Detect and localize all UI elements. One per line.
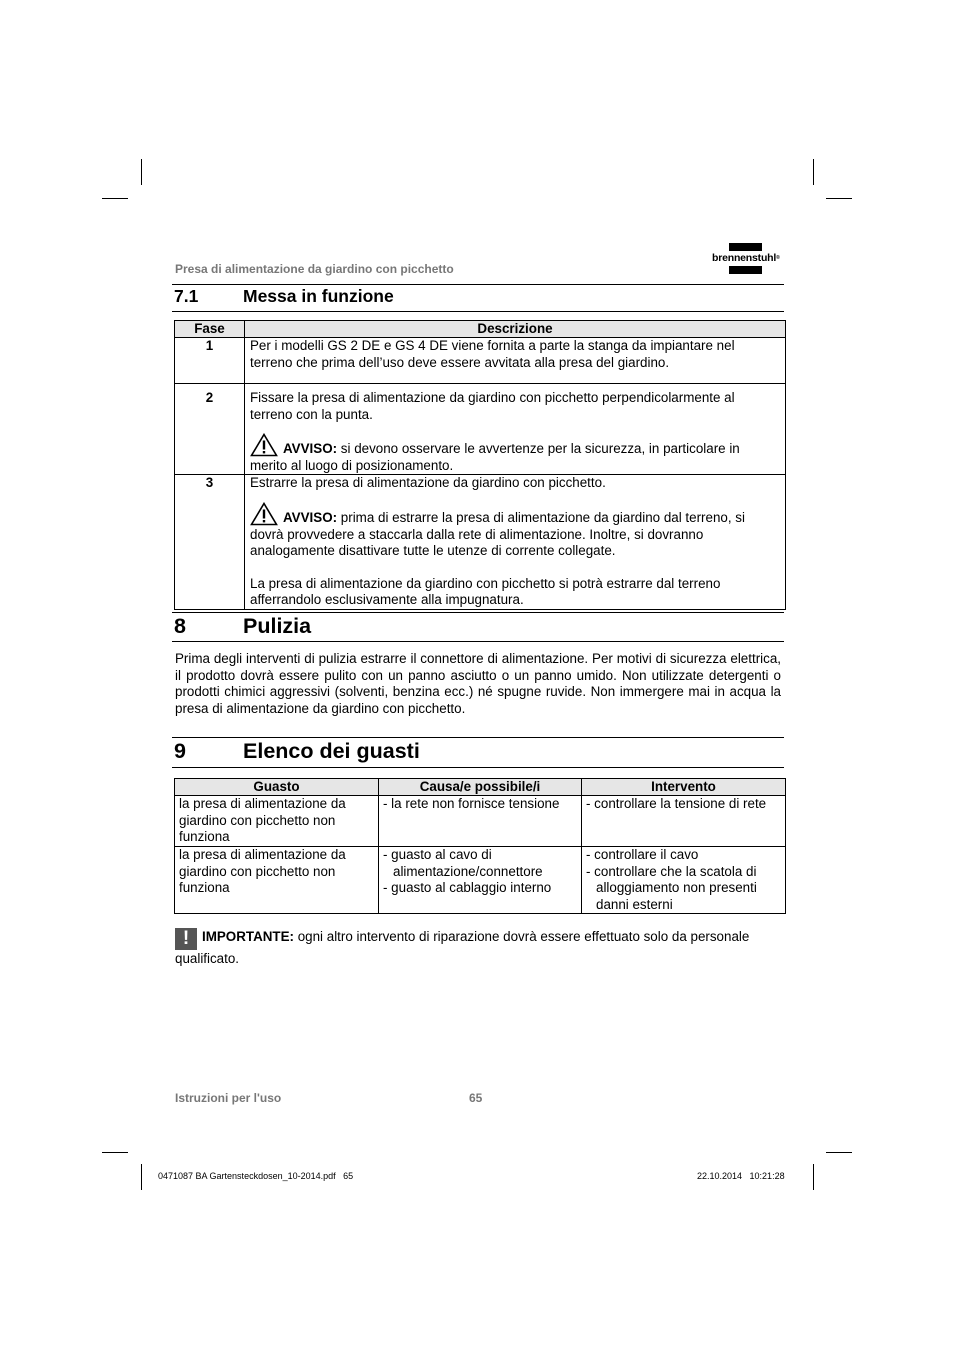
step-description: Estrarre la presa di alimentazione da giardino con picchetto. AVVISO: prima di estrarre la presa di alimentazione da giardino dal terreno, si dovrà provvedere a staccarla dalla rete di alimentazione. Inoltre, si dovranno analogamente disattivare tutte le utenze di corrente collegate. La presa di alimentazione da giardino con picchetto si potrà estrarre dal terreno afferrandolo esclusivamente alla impugnatura. xyxy=(245,475,786,610)
crop-mark xyxy=(102,1152,128,1153)
page-number: 65 xyxy=(469,1091,483,1105)
crop-mark xyxy=(826,198,852,199)
table-row xyxy=(175,847,786,914)
crop-mark xyxy=(141,159,142,185)
step-description: Per i modelli GS 2 DE e GS 4 DE viene fornita a parte la stanga da impiantare nel terreno che prima dell’uso deve essere avvitata alla presa del giardino. xyxy=(245,338,786,384)
important-note: ! IMPORTANTE: ogni altro intervento di riparazione dovrà essere effettuato solo da personale qualificato. xyxy=(175,928,750,966)
section-number: 7.1 xyxy=(174,286,199,306)
section-rule xyxy=(172,612,784,613)
column-header-cause: Causa/e possibile/i xyxy=(379,779,582,796)
crop-mark xyxy=(141,1164,142,1190)
table-row xyxy=(175,338,786,384)
section-rule xyxy=(172,641,784,642)
table-row xyxy=(175,475,786,610)
print-datetime: 22.10.2014 10:21:28 xyxy=(697,1171,785,1181)
fault-cell: la presa di alimentazione da giardino con picchetto non funziona xyxy=(175,796,379,847)
cause-cell: - la rete non fornisce tensione xyxy=(379,796,582,847)
table-row xyxy=(175,796,786,847)
column-header-step: Fase xyxy=(175,321,245,338)
step-number: 2 xyxy=(175,384,245,475)
section-rule xyxy=(172,311,784,312)
crop-mark xyxy=(813,159,814,185)
step-description: Fissare la presa di alimentazione da giardino con picchetto perpendicolarmente al terreno con la punta. AVVISO: si devono osservare le avvertenze per la sicurezza, in particolare in merito al luogo di posizionamento. xyxy=(245,384,786,475)
step-number: 3 xyxy=(175,475,245,610)
brand-logo: brennenstuhl® xyxy=(712,243,782,275)
section-title: Messa in funzione xyxy=(243,286,394,306)
warning-triangle-icon xyxy=(250,502,278,526)
section-number: 8 xyxy=(174,614,186,638)
column-header-fault: Guasto xyxy=(175,779,379,796)
troubleshooting-table xyxy=(174,778,786,914)
column-header-action: Intervento xyxy=(582,779,786,796)
warning-triangle-icon xyxy=(250,433,278,457)
crop-mark xyxy=(813,1164,814,1190)
exclamation-box-icon: ! xyxy=(175,928,197,950)
section-rule xyxy=(172,737,784,738)
action-cell: - controllare il cavo - controllare che la scatola di alloggiamento non presenti danni esterni xyxy=(582,847,786,914)
running-header: Presa di alimentazione da giardino con picchetto xyxy=(175,262,454,276)
action-cell: - controllare la tensione di rete xyxy=(582,796,786,847)
section-title: Elenco dei guasti xyxy=(243,739,420,763)
print-file-info: 0471087 BA Gartensteckdosen_10-2014.pdf 65 xyxy=(158,1171,354,1181)
commissioning-table xyxy=(174,320,786,610)
step-number: 1 xyxy=(175,338,245,384)
cause-cell: - guasto al cavo di alimentazione/connettore - guasto al cablaggio interno xyxy=(379,847,582,914)
table-row xyxy=(175,384,786,475)
section-number: 9 xyxy=(174,739,186,763)
section-rule xyxy=(172,767,784,768)
header-rule xyxy=(172,284,784,285)
section-title: Pulizia xyxy=(243,614,312,638)
crop-mark xyxy=(102,198,128,199)
column-header-description: Descrizione xyxy=(245,321,786,338)
crop-mark xyxy=(826,1152,852,1153)
cleaning-paragraph: Prima degli interventi di pulizia estrarre il connettore di alimentazione. Per motivi di sicurezza elettrica, il prodotto dovrà essere pulito con un panno asciutto o un panno umido. Non utilizzate detergenti o prodotti chimici aggressivi (solventi, benzina ecc.) né spugne ruvide. Non immergere mai in acqua la presa di alimentazione da giardino con picchetto. xyxy=(175,651,781,717)
footer-label: Istruzioni per l'uso xyxy=(175,1091,282,1105)
fault-cell: la presa di alimentazione da giardino con picchetto non funziona xyxy=(175,847,379,914)
